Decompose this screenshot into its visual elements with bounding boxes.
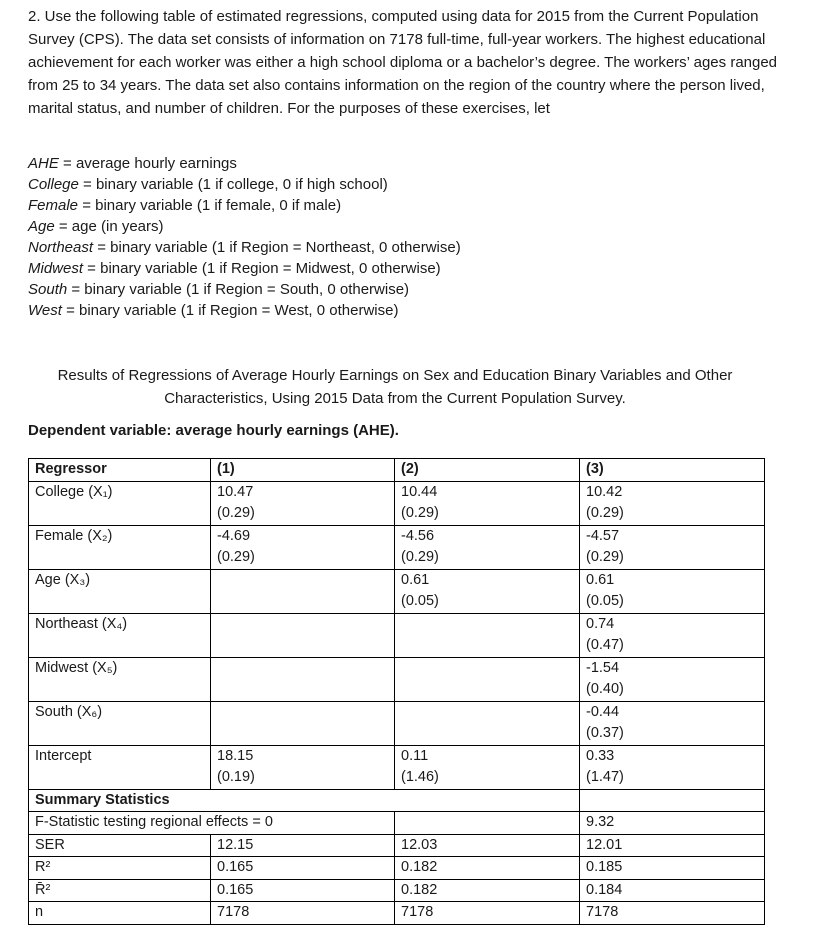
coef-cell [580, 745, 765, 789]
coefficient [217, 702, 394, 724]
standard-error: (0.29) [217, 505, 255, 521]
coefficient: 0.11 [401, 747, 429, 764]
standard-error: (1.46) [401, 769, 439, 785]
header-model-3: (3) [580, 459, 765, 482]
variable-definition: AHE = average hourly earnings [28, 155, 237, 172]
coef-cell [395, 525, 580, 569]
variable-definitions [28, 153, 728, 321]
header-model-2: (2) [395, 459, 580, 482]
coefficient: -4.69 [217, 527, 251, 544]
coefficient: 10.42 [586, 483, 623, 500]
coefficient: -4.57 [586, 527, 620, 544]
coef-cell [580, 481, 765, 525]
variable-definition: Midwest = binary variable (1 if Region = Midwest, 0 otherwise) [28, 260, 441, 277]
coef-cell [580, 613, 765, 657]
coef-cell [580, 525, 765, 569]
table-row [29, 613, 765, 657]
coef-cell [395, 701, 580, 745]
variable-definition: Northeast = binary variable (1 if Region = Northeast, 0 otherwise) [28, 239, 461, 256]
coef-cell [211, 525, 395, 569]
coefficient: -4.56 [401, 527, 435, 544]
coef-cell [395, 657, 580, 701]
empty-cell [580, 789, 765, 812]
table-row [29, 569, 765, 613]
standard-error [401, 635, 579, 657]
coefficient [217, 614, 394, 636]
coef-cell [395, 745, 580, 789]
summary-value: 12.01 [580, 834, 765, 857]
standard-error [217, 723, 394, 745]
coefficient: 10.44 [401, 483, 438, 500]
coefficient: 0.61 [401, 571, 430, 588]
table-header-row [29, 459, 765, 482]
summary-value: 0.182 [395, 879, 580, 902]
fstat-label: F-Statistic testing regional effects = 0 [29, 812, 395, 835]
standard-error: (0.29) [217, 549, 255, 565]
variable-definition: Age = age (in years) [28, 218, 164, 235]
summary-value: 0.165 [211, 879, 395, 902]
summary-row [29, 857, 765, 880]
fstat-row [29, 812, 765, 835]
summary-heading: Summary Statistics [29, 789, 395, 812]
header-model-1: (1) [211, 459, 395, 482]
regressor-label: Female (X₂) [29, 525, 211, 569]
summary-value: 0.182 [395, 857, 580, 880]
summary-row [29, 879, 765, 902]
summary-value: 12.15 [211, 834, 395, 857]
coef-cell [580, 701, 765, 745]
coef-cell [580, 657, 765, 701]
summary-label: n [29, 902, 211, 925]
table-row [29, 525, 765, 569]
coefficient [401, 658, 579, 680]
coef-cell [580, 569, 765, 613]
coefficient: 0.33 [586, 747, 615, 764]
regressor-label: Midwest (X₅) [29, 657, 211, 701]
summary-value: 7178 [580, 902, 765, 925]
regressor-label: College (X₁) [29, 481, 211, 525]
coefficient: 0.61 [586, 571, 615, 588]
coef-cell [211, 481, 395, 525]
standard-error [217, 679, 394, 701]
coefficient [401, 614, 579, 636]
coef-cell [211, 613, 395, 657]
table-caption: Results of Regressions of Average Hourly Earnings on Sex and Education Binary Variables and Other Characteristics, Using 2015 Data from the Current Population Survey. [57, 367, 733, 407]
coefficient: -0.44 [586, 703, 620, 720]
standard-error: (0.19) [217, 769, 255, 785]
fstat-value: 9.32 [580, 812, 765, 835]
regressor-label: South (X₆) [29, 701, 211, 745]
table-row [29, 481, 765, 525]
standard-error: (0.47) [586, 637, 624, 653]
table-row [29, 745, 765, 789]
dependent-variable-label: Dependent variable: average hourly earnings (AHE). [28, 422, 399, 439]
coefficient [217, 570, 394, 592]
coef-cell [211, 569, 395, 613]
coef-cell [395, 481, 580, 525]
summary-value: 0.185 [580, 857, 765, 880]
summary-label: R̄² [29, 879, 211, 902]
standard-error: (0.29) [401, 549, 439, 565]
standard-error: (0.29) [586, 549, 624, 565]
header-regressor: Regressor [29, 459, 211, 482]
standard-error [401, 679, 579, 701]
summary-value: 7178 [211, 902, 395, 925]
coefficient: 18.15 [217, 747, 254, 764]
summary-label: R² [29, 857, 211, 880]
table-row [29, 701, 765, 745]
summary-heading-row [29, 789, 765, 812]
summary-value: 7178 [395, 902, 580, 925]
standard-error [217, 635, 394, 657]
coefficient [401, 702, 579, 724]
standard-error: (0.29) [586, 505, 624, 521]
variable-definition: West = binary variable (1 if Region = West, 0 otherwise) [28, 302, 399, 319]
standard-error: (0.29) [401, 505, 439, 521]
variable-definition: College = binary variable (1 if college, 0 if high school) [28, 176, 388, 193]
coef-cell [211, 745, 395, 789]
standard-error: (0.05) [586, 593, 624, 609]
coef-cell [211, 657, 395, 701]
standard-error: (0.40) [586, 681, 624, 697]
coef-cell [211, 701, 395, 745]
fstat-value [395, 812, 580, 835]
problem-intro: 2. Use the following table of estimated regressions, computed using data for 2015 from the Current Population Survey (CPS). The data set consists of information on 7178 full-time, full-year workers. The highest educational achievement for each worker was either a high school diploma or a bachelor’s degree. The workers’ ages ranged from 25 to 34 years. The data set also contains information on the region of the country where the person lived, marital status, and number of children. For the purposes of these exercises, let [28, 8, 778, 117]
regression-table [28, 458, 765, 925]
standard-error: (0.05) [401, 593, 439, 609]
coefficient: -1.54 [586, 659, 620, 676]
standard-error [217, 591, 394, 613]
summary-value: 0.184 [580, 879, 765, 902]
summary-label: SER [29, 834, 211, 857]
coefficient [217, 658, 394, 680]
coef-cell [395, 613, 580, 657]
coefficient: 0.74 [586, 615, 615, 632]
table-row [29, 657, 765, 701]
variable-definition: South = binary variable (1 if Region = South, 0 otherwise) [28, 281, 410, 298]
regressor-label: Northeast (X₄) [29, 613, 211, 657]
standard-error [401, 723, 579, 745]
standard-error: (0.37) [586, 725, 624, 741]
empty-cell [395, 789, 580, 812]
regressor-label: Age (X₃) [29, 569, 211, 613]
coef-cell [395, 569, 580, 613]
regressor-label: Intercept [29, 745, 211, 789]
summary-row [29, 834, 765, 857]
summary-value: 12.03 [395, 834, 580, 857]
summary-row [29, 902, 765, 925]
coefficient: 10.47 [217, 483, 254, 500]
standard-error: (1.47) [586, 769, 624, 785]
variable-definition: Female = binary variable (1 if female, 0 if male) [28, 197, 342, 214]
summary-value: 0.165 [211, 857, 395, 880]
